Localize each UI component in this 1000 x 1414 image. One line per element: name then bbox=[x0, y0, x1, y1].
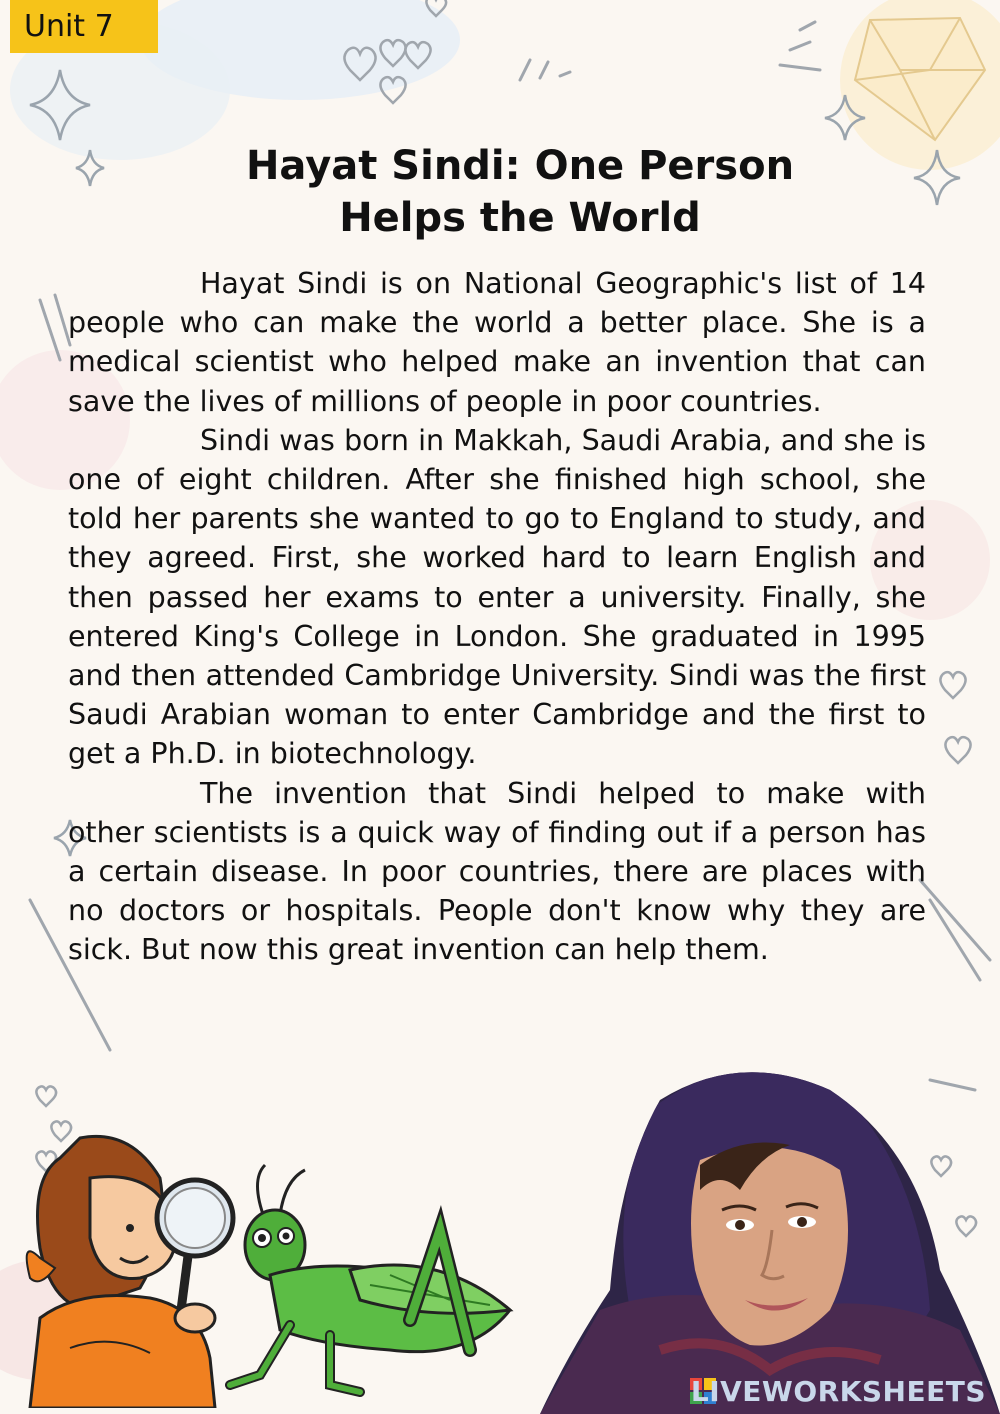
title-line-1: Hayat Sindi: One Person bbox=[245, 143, 795, 189]
story-paragraph-3: The invention that Sindi helped to make with other scientists is a quick way of finding out if a person has a certain disease. In poor countries, there are places with no doctors or hospitals. People don't know why they are sick. But now this great invention can help them. bbox=[68, 776, 926, 967]
story-text bbox=[68, 264, 926, 970]
watermark: LIVEWORKSHEETS bbox=[690, 1375, 986, 1408]
hayat-sindi-portrait bbox=[540, 1050, 1000, 1414]
story-paragraph-1: Hayat Sindi is on National Geographic's list of 14 people who can make the world a better place. She is a medical scientist who helped make an invention that can save the lives of millions of people in poor countries. bbox=[68, 267, 926, 418]
unit-label: Unit 7 bbox=[10, 0, 158, 53]
grasshopper-illustration bbox=[210, 1160, 530, 1400]
page-title bbox=[150, 140, 890, 244]
girl-with-magnifier-illustration bbox=[20, 1118, 240, 1408]
story-paragraph-2: Sindi was born in Makkah, Saudi Arabia, and she is one of eight children. After she finished high school, she told her parents she wanted to go to England to study, and they agreed. First, she worked hard to learn English and then passed her exams to enter a university. Finally, she entered King's College in London. She graduated in 1995 and then attended Cambridge University. Sindi was the first Saudi Arabian woman to enter Cambridge and the first to get a Ph.D. in biotechnology. bbox=[68, 423, 926, 771]
title-line-2: Helps the World bbox=[339, 195, 701, 241]
